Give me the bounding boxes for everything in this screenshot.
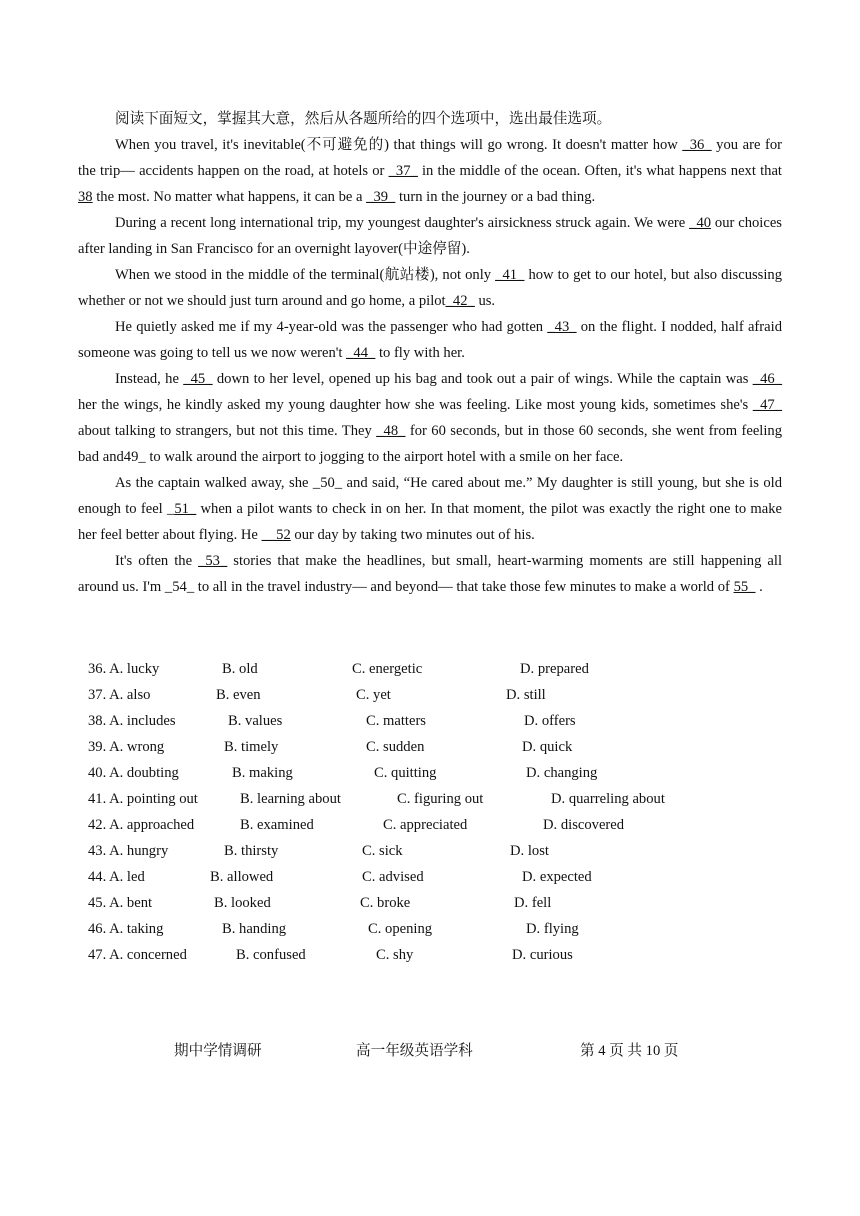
option-row-44 — [88, 864, 788, 890]
option-row-43 — [88, 838, 788, 864]
option-46-c: C. opening — [368, 921, 433, 937]
text: how to get to our hotel, but also discussing whether or not we should just turn around and go home, a pilot — [78, 267, 782, 309]
option-44-a: 44. A. led — [88, 869, 145, 885]
text: turn in the journey or a bad thing. — [395, 189, 596, 205]
option-37-b: B. even — [216, 687, 261, 703]
option-44-d: D. expected — [522, 869, 592, 885]
option-39-a: 39. A. wrong — [88, 739, 165, 755]
blank-51: 51_ — [174, 501, 197, 517]
option-45-d: D. fell — [514, 895, 552, 911]
option-row-46 — [88, 916, 788, 942]
option-41-c: C. figuring out — [397, 791, 484, 807]
text: It's often the — [115, 553, 199, 569]
option-42-a: 42. A. approached — [88, 817, 195, 833]
text: the most. No matter what happens, it can be a — [92, 189, 367, 205]
paragraph-7 — [78, 548, 782, 600]
option-39-d: D. quick — [522, 739, 573, 755]
option-38-b: B. values — [228, 713, 283, 729]
option-38-a: 38. A. includes — [88, 713, 176, 729]
blank-44: _44_ — [346, 345, 376, 361]
text: . — [755, 579, 763, 595]
option-41-a: 41. A. pointing out — [88, 791, 198, 807]
option-45-c: C. broke — [360, 895, 411, 911]
option-row-40 — [88, 760, 788, 786]
text: for 60 seconds, but in those 60 seconds, she went from feeling bad and49_ to walk around the airport to jogging to the airport hotel with a smile on her face. — [78, 423, 783, 465]
text: When we stood in the middle of the terminal(航站楼), not only — [115, 267, 496, 283]
paragraph-3 — [78, 262, 782, 314]
paragraph-6 — [78, 470, 782, 548]
option-row-36 — [88, 656, 788, 682]
option-46-d: D. flying — [526, 921, 579, 937]
option-36-a: 36. A. lucky — [88, 661, 160, 677]
text: to fly with her. — [375, 345, 465, 361]
option-46-b: B. handing — [222, 921, 287, 937]
option-row-47 — [88, 942, 788, 968]
option-39-c: C. sudden — [366, 739, 425, 755]
option-47-d: D. curious — [512, 947, 573, 963]
text: about talking to strangers, but not this time. They — [78, 423, 377, 439]
blank-37: _37_ — [388, 163, 418, 179]
option-40-a: 40. A. doubting — [88, 765, 179, 781]
blank-43: _43_ — [547, 319, 577, 335]
option-37-a: 37. A. also — [88, 687, 151, 703]
text: stories that make the headlines, but small, heart-warming moments are still happening all around us. I'm _54_ to all in the travel industry— and beyond— that take those few minutes to make a world of — [78, 553, 782, 595]
instruction: 阅读下面短文，掌握其大意，然后从各题所给的四个选项中，选出最佳选项。 — [115, 111, 612, 127]
text: down to her level, opened up his bag and took out a pair of wings. While the captain was — [212, 371, 753, 387]
option-37-c: C. yet — [356, 687, 391, 703]
option-row-41 — [88, 786, 788, 812]
option-43-d: D. lost — [510, 843, 549, 859]
blank-45: _45_ — [183, 371, 213, 387]
option-39-b: B. timely — [224, 739, 279, 755]
option-42-c: C. appreciated — [383, 817, 468, 833]
option-38-d: D. offers — [524, 713, 576, 729]
text: When you travel, it's inevitable(不可避免的) that things will go wrong. It doesn't matter how — [115, 137, 683, 153]
answer-options — [88, 656, 788, 968]
text: Instead, he — [115, 371, 184, 387]
option-46-a: 46. A. taking — [88, 921, 164, 937]
text: in the middle of the ocean. Often, it's what happens next that — [417, 163, 782, 179]
paragraph-1 — [78, 132, 782, 210]
option-41-b: B. learning about — [240, 791, 341, 807]
option-47-b: B. confused — [236, 947, 306, 963]
footer-exam-name: 期中学情调研 — [174, 1043, 262, 1059]
option-43-a: 43. A. hungry — [88, 843, 169, 859]
option-44-b: B. allowed — [210, 869, 274, 885]
option-36-c: C. energetic — [352, 661, 423, 677]
option-43-b: B. thirsty — [224, 843, 279, 859]
footer-page-number: 第 4 页 共 10 页 — [580, 1043, 679, 1059]
option-45-a: 45. A. bent — [88, 895, 153, 911]
option-41-d: D. quarreling about — [551, 791, 665, 807]
blank-38: 38 — [78, 189, 93, 205]
text: He quietly asked me if my 4-year-old was the passenger who had gotten — [115, 319, 548, 335]
blank-55: 55_ — [733, 579, 756, 595]
option-47-c: C. shy — [376, 947, 414, 963]
option-37-d: D. still — [506, 687, 546, 703]
blank-47: _47_ — [752, 397, 782, 413]
option-40-d: D. changing — [526, 765, 598, 781]
blank-53: _53_ — [198, 553, 228, 569]
option-42-b: B. examined — [240, 817, 314, 833]
option-row-45 — [88, 890, 788, 916]
option-40-c: C. quitting — [374, 765, 437, 781]
paragraph-2 — [78, 210, 782, 262]
text: our day by taking two minutes out of his. — [290, 527, 535, 543]
text: As the captain walked away, she _50_ and said, “He cared about me.” My daughter is still young, but she is old enough to feel _ — [78, 475, 782, 517]
option-row-39 — [88, 734, 788, 760]
paragraph-5 — [78, 366, 782, 470]
option-36-d: D. prepared — [520, 661, 589, 677]
option-44-c: C. advised — [362, 869, 424, 885]
option-47-a: 47. A. concerned — [88, 947, 187, 963]
text: our choices after landing in San Francisco for an overnight layover(中途停留). — [78, 215, 782, 257]
option-42-d: D. discovered — [543, 817, 625, 833]
option-40-b: B. making — [232, 765, 293, 781]
option-row-42 — [88, 812, 788, 838]
text: her the wings, he kindly asked my young daughter how she was feeling. Like most young kids, sometimes she's — [78, 397, 753, 413]
page-footer — [0, 1040, 860, 1062]
blank-42: _42_ — [445, 293, 475, 309]
footer-subject: 高一年级英语学科 — [356, 1043, 473, 1059]
option-38-c: C. matters — [366, 713, 426, 729]
blank-46: _46_ — [752, 371, 782, 387]
blank-41: _41_ — [495, 267, 525, 283]
passage — [78, 106, 782, 600]
text: During a recent long international trip, my youngest daughter's airsickness struck again. We were — [115, 215, 690, 231]
text: when a pilot wants to check in on her. In that moment, the pilot was exactly the right one to make her feel better about flying. He — [78, 501, 782, 543]
option-36-b: B. old — [222, 661, 258, 677]
text: us. — [474, 293, 496, 309]
blank-40: _40 — [689, 215, 712, 231]
option-row-37 — [88, 682, 788, 708]
option-45-b: B. looked — [214, 895, 271, 911]
option-row-38 — [88, 708, 788, 734]
blank-48: _48_ — [376, 423, 406, 439]
blank-36: _36_ — [682, 137, 712, 153]
text: on the flight. I nodded, half afraid someone was going to tell us we now weren't — [78, 319, 782, 361]
blank-52: __52 — [261, 527, 291, 543]
paragraph-4 — [78, 314, 782, 366]
text: you are for the trip— accidents happen on the road, at hotels or — [78, 137, 782, 179]
option-43-c: C. sick — [362, 843, 403, 859]
blank-39: _39_ — [366, 189, 396, 205]
